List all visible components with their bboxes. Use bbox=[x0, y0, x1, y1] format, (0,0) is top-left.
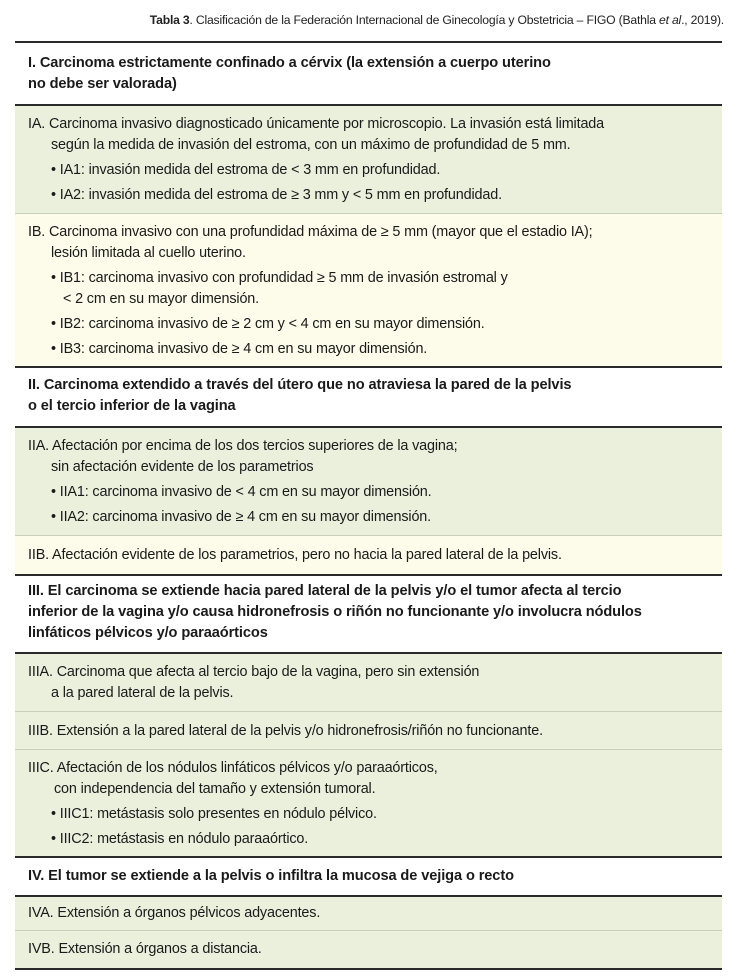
bullet-ia2: • IA2: invasión medida del estroma de ≥ 3 mm y < 5 mm en profundidad. bbox=[51, 187, 502, 203]
table-row-ivb bbox=[15, 930, 722, 968]
table-row-iva bbox=[15, 895, 722, 930]
row-line: sin afectación evidente de los parametrios bbox=[51, 459, 314, 475]
row-line: IB. Carcinoma invasivo con una profundidad máxima de ≥ 5 mm (mayor que el estadio IA); bbox=[28, 224, 593, 240]
row-line: IIA. Afectación por encima de los dos tercios superiores de la vagina; bbox=[28, 438, 458, 454]
table-row-iiic bbox=[15, 749, 722, 856]
row-line: IIIB. Extensión a la pared lateral de la pelvis y/o hidronefrosis/riñón no funcionante. bbox=[28, 723, 543, 739]
section-line: III. El carcinoma se extiende hacia pared lateral de la pelvis y/o el tumor afecta al tercio bbox=[28, 583, 622, 599]
section-line: o el tercio inferior de la vagina bbox=[28, 398, 236, 414]
table-row-iiib bbox=[15, 711, 722, 749]
row-line: según la medida de invasión del estroma, con un máximo de profundidad de 5 mm. bbox=[51, 137, 571, 153]
bullet-ib1-cont: < 2 cm en su mayor dimensión. bbox=[63, 291, 260, 307]
table-bottom-rule bbox=[15, 968, 722, 970]
bullet-iiic2: • IIIC2: metástasis en nódulo paraaórtico. bbox=[51, 831, 309, 847]
section-header-stage-iv bbox=[15, 856, 722, 895]
row-line: IA. Carcinoma invasivo diagnosticado únicamente por microscopio. La invasión está limitada bbox=[28, 116, 605, 132]
section-line: linfáticos pélvicos y/o paraaórticos bbox=[28, 625, 268, 641]
table-row-iiia bbox=[15, 652, 722, 711]
table-caption bbox=[0, 13, 724, 27]
section-line: no debe ser valorada) bbox=[28, 76, 177, 92]
bullet-ib3: • IB3: carcinoma invasivo de ≥ 4 cm en su mayor dimensión. bbox=[51, 341, 428, 357]
bullet-iia1: • IIA1: carcinoma invasivo de < 4 cm en su mayor dimensión. bbox=[51, 484, 432, 500]
section-line: I. Carcinoma estrictamente confinado a cérvix (la extensión a cuerpo uterino bbox=[28, 55, 551, 71]
section-header-stage-iii bbox=[15, 574, 722, 652]
caption-text: . Clasificación de la Federación Internacional de Ginecología y Obstetricia – FIGO (Bathla bbox=[189, 13, 660, 27]
table-row-iib bbox=[15, 535, 722, 574]
bullet-ia1: • IA1: invasión medida del estroma de < 3 mm en profundidad. bbox=[51, 162, 441, 178]
bullet-iiic1: • IIIC1: metástasis solo presentes en nódulo pélvico. bbox=[51, 806, 377, 822]
row-line: IVB. Extensión a órganos a distancia. bbox=[28, 941, 262, 957]
row-line: IVA. Extensión a órganos pélvicos adyacentes. bbox=[28, 905, 321, 921]
row-line: lesión limitada al cuello uterino. bbox=[51, 245, 246, 261]
table-row-iia bbox=[15, 426, 722, 535]
bullet-ib1: • IB1: carcinoma invasivo con profundidad ≥ 5 mm de invasión estromal y bbox=[51, 270, 508, 286]
section-line: II. Carcinoma extendido a través del útero que no atraviesa la pared de la pelvis bbox=[28, 377, 572, 393]
caption-text-end: ., 2019). bbox=[681, 13, 724, 27]
table-row-ib bbox=[15, 213, 722, 366]
caption-label: Tabla 3 bbox=[149, 13, 190, 27]
section-line: IV. El tumor se extiende a la pelvis o infiltra la mucosa de vejiga o recto bbox=[28, 868, 514, 884]
figo-classification-table bbox=[15, 41, 722, 970]
bullet-ib2: • IB2: carcinoma invasivo de ≥ 2 cm y < 4 cm en su mayor dimensión. bbox=[51, 316, 485, 332]
row-line: IIB. Afectación evidente de los parametrios, pero no hacia la pared lateral de la pelvis. bbox=[28, 547, 562, 563]
section-header-stage-ii bbox=[15, 366, 722, 426]
bullet-iia2: • IIA2: carcinoma invasivo de ≥ 4 cm en su mayor dimensión. bbox=[51, 509, 432, 525]
row-line: IIIA. Carcinoma que afecta al tercio bajo de la vagina, pero sin extensión bbox=[28, 664, 480, 680]
row-line: a la pared lateral de la pelvis. bbox=[51, 685, 234, 701]
row-line: con independencia del tamaño y extensión tumoral. bbox=[54, 781, 376, 797]
caption-et-al: et al bbox=[659, 13, 682, 27]
row-line: IIIC. Afectación de los nódulos linfáticos pélvicos y/o paraaórticos, bbox=[28, 760, 438, 776]
section-header-stage-i bbox=[15, 41, 722, 104]
section-line: inferior de la vagina y/o causa hidronefrosis o riñón no funcionante y/o involucra nódulos bbox=[28, 604, 642, 620]
table-row-ia bbox=[15, 104, 722, 213]
